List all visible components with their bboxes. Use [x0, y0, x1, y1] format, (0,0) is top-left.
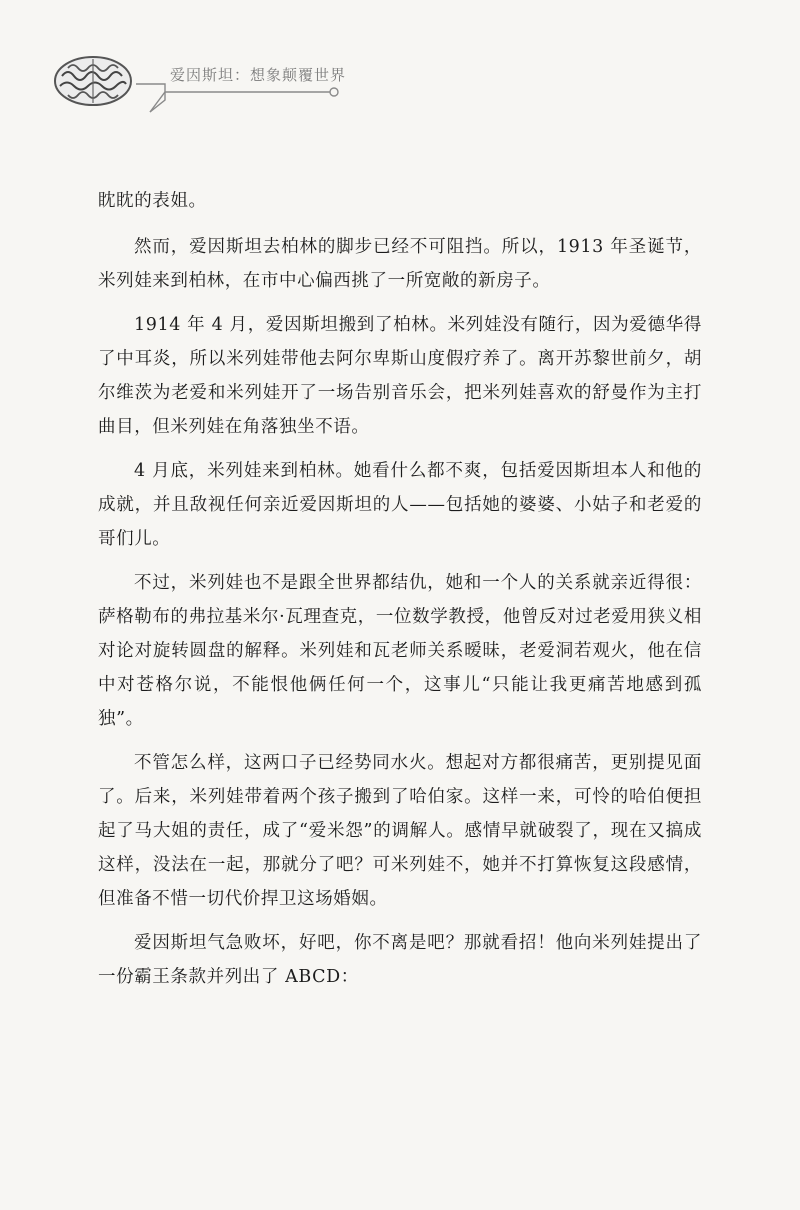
header-title: 爱因斯坦：想象颠覆世界: [170, 66, 347, 84]
paragraph: 眈眈的表姐。: [98, 191, 207, 211]
paragraph: 不管怎么样，这两口子已经势同水火。想起对方都很痛苦，更别提见面了。后来，米列娃带着两个孩子搬到了哈伯家。这样一来，可怜的哈伯便担起了马大姐的责任，成了“爱米怨”的调解人。感情早就破裂了，现在又搞成这样，没法在一起，那就分了吧？可米列娃不，她并不打算恢复这段感情，但准备不惜一切代价捍卫这场婚姻。: [98, 753, 702, 909]
paragraph: 爱因斯坦气急败坏，好吧，你不离是吧？那就看招！他向米列娃提出了一份霸王条款并列出了 ABCD：: [98, 933, 702, 987]
paragraph: 1914 年 4 月，爱因斯坦搬到了柏林。米列娃没有随行，因为爱德华得了中耳炎，所以米列娃带他去阿尔卑斯山度假疗养了。离开苏黎世前夕，胡尔维茨为老爱和米列娃开了一场告别音乐会，把米列娃喜欢的舒曼作为主打曲目，但米列娃在角落独坐不语。: [98, 315, 702, 437]
paragraph: 4 月底，米列娃来到柏林。她看什么都不爽，包括爱因斯坦本人和他的成就，并且敌视任何亲近爱因斯坦的人——包括她的婆婆、小姑子和老爱的哥们儿。: [98, 461, 702, 549]
header-decoration-lines: [0, 0, 800, 140]
paragraph: 不过，米列娃也不是跟全世界都结仇，她和一个人的关系就亲近得很：萨格勒布的弗拉基米尔·瓦理查克，一位数学教授，他曾反对过老爱用狭义相对论对旋转圆盘的解释。米列娃和瓦老师关系暧昧，老爱洞若观火，他在信中对苍格尔说，不能恨他俩任何一个，这事儿“只能让我更痛苦地感到孤独”。: [98, 573, 702, 729]
running-header: [0, 0, 800, 140]
page-body: [98, 184, 702, 1004]
paragraph: 然而，爱因斯坦去柏林的脚步已经不可阻挡。所以，1913 年圣诞节，米列娃来到柏林，在市中心偏西挑了一所宽敞的新房子。: [98, 237, 702, 291]
